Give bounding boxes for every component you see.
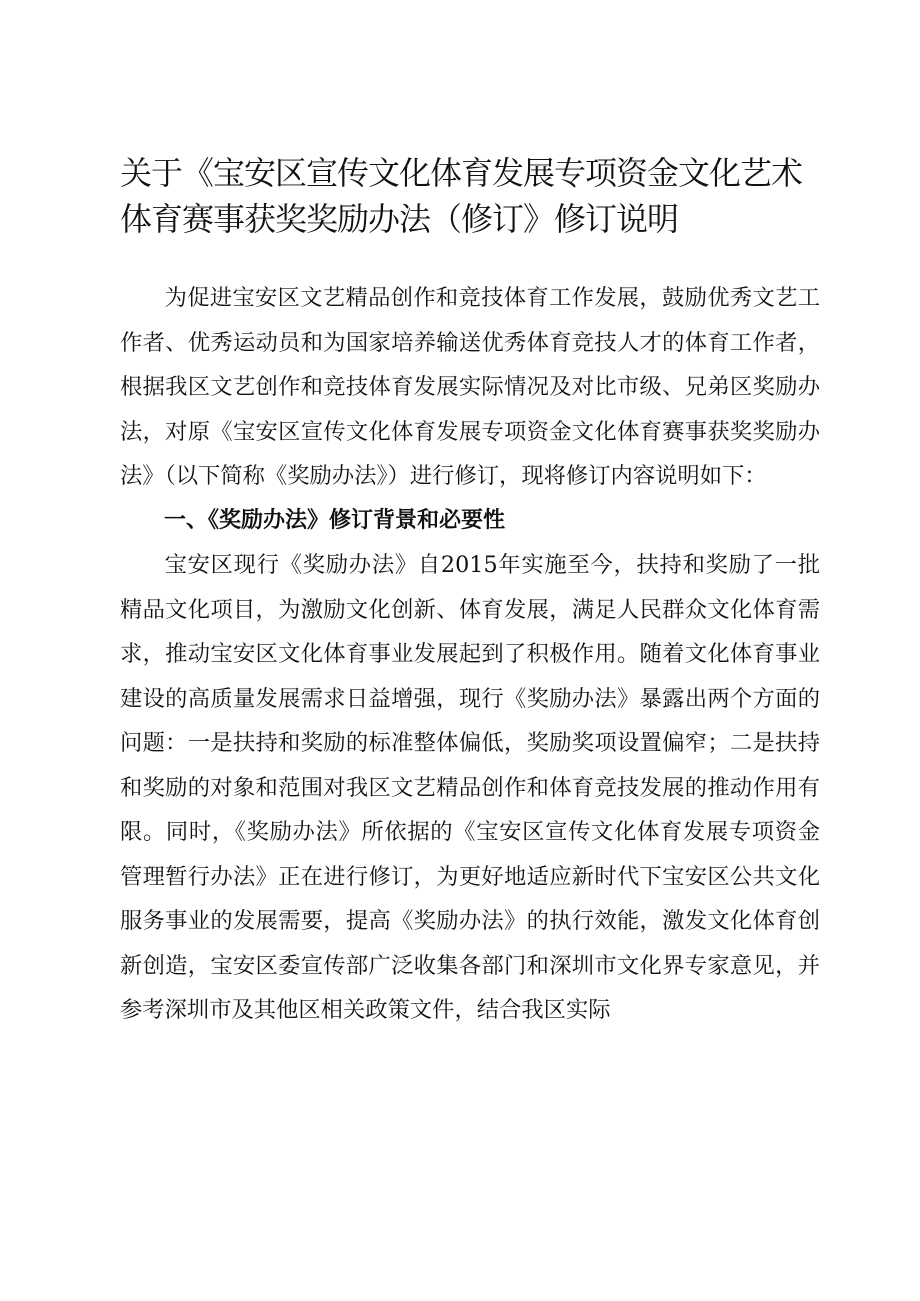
section-heading: 一、《奖励办法》修订背景和必要性 bbox=[164, 507, 506, 533]
intro-paragraph: 为促进宝安区文艺精品创作和竞技体育工作发展，鼓励优秀文艺工作者、优秀运动员和为国家培养输送优秀体育竞技人才的体育工作者，根据我区文艺创作和竞技体育发展实际情况及对比市级、兄弟区奖励办法，对原《宝安区宣传文化体育发展专项资金文化体育赛事获奖奖励办法》（以下简称《奖励办法》）进行修订，现将修订内容说明如下： bbox=[120, 285, 820, 489]
title-line-2: 体育赛事获奖奖励办法（修订》修订说明 bbox=[120, 200, 679, 238]
document-body bbox=[120, 276, 820, 1033]
title-line-1: 关于《宝安区宣传文化体育发展专项资金文化艺术 bbox=[120, 154, 803, 192]
document-title bbox=[120, 150, 820, 242]
section-paragraph: 宝安区现行《奖励办法》自2015年实施至今，扶持和奖励了一批精品文化项目，为激励文化创新、体育发展，满足人民群众文化体育需求，推动宝安区文化体育事业发展起到了积极作用。随着文化体育事业建设的高质量发展需求日益增强，现行《奖励办法》暴露出两个方面的问题：一是扶持和奖励的标准整体偏低，奖励奖项设置偏窄；二是扶持和奖励的对象和范围对我区文艺精品创作和体育竞技发展的推动作用有限。同时，《奖励办法》所依据的《宝安区宣传文化体育发展专项资金管理暂行办法》正在进行修订，为更好地适应新时代下宝安区公共文化服务事业的发展需要，提高《奖励办法》的执行效能，激发文化体育创新创造，宝安区委宣传部广泛收集各部门和深圳市文化界专家意见，并参考深圳市及其他区相关政策文件，结合我区实际 bbox=[120, 552, 820, 1023]
